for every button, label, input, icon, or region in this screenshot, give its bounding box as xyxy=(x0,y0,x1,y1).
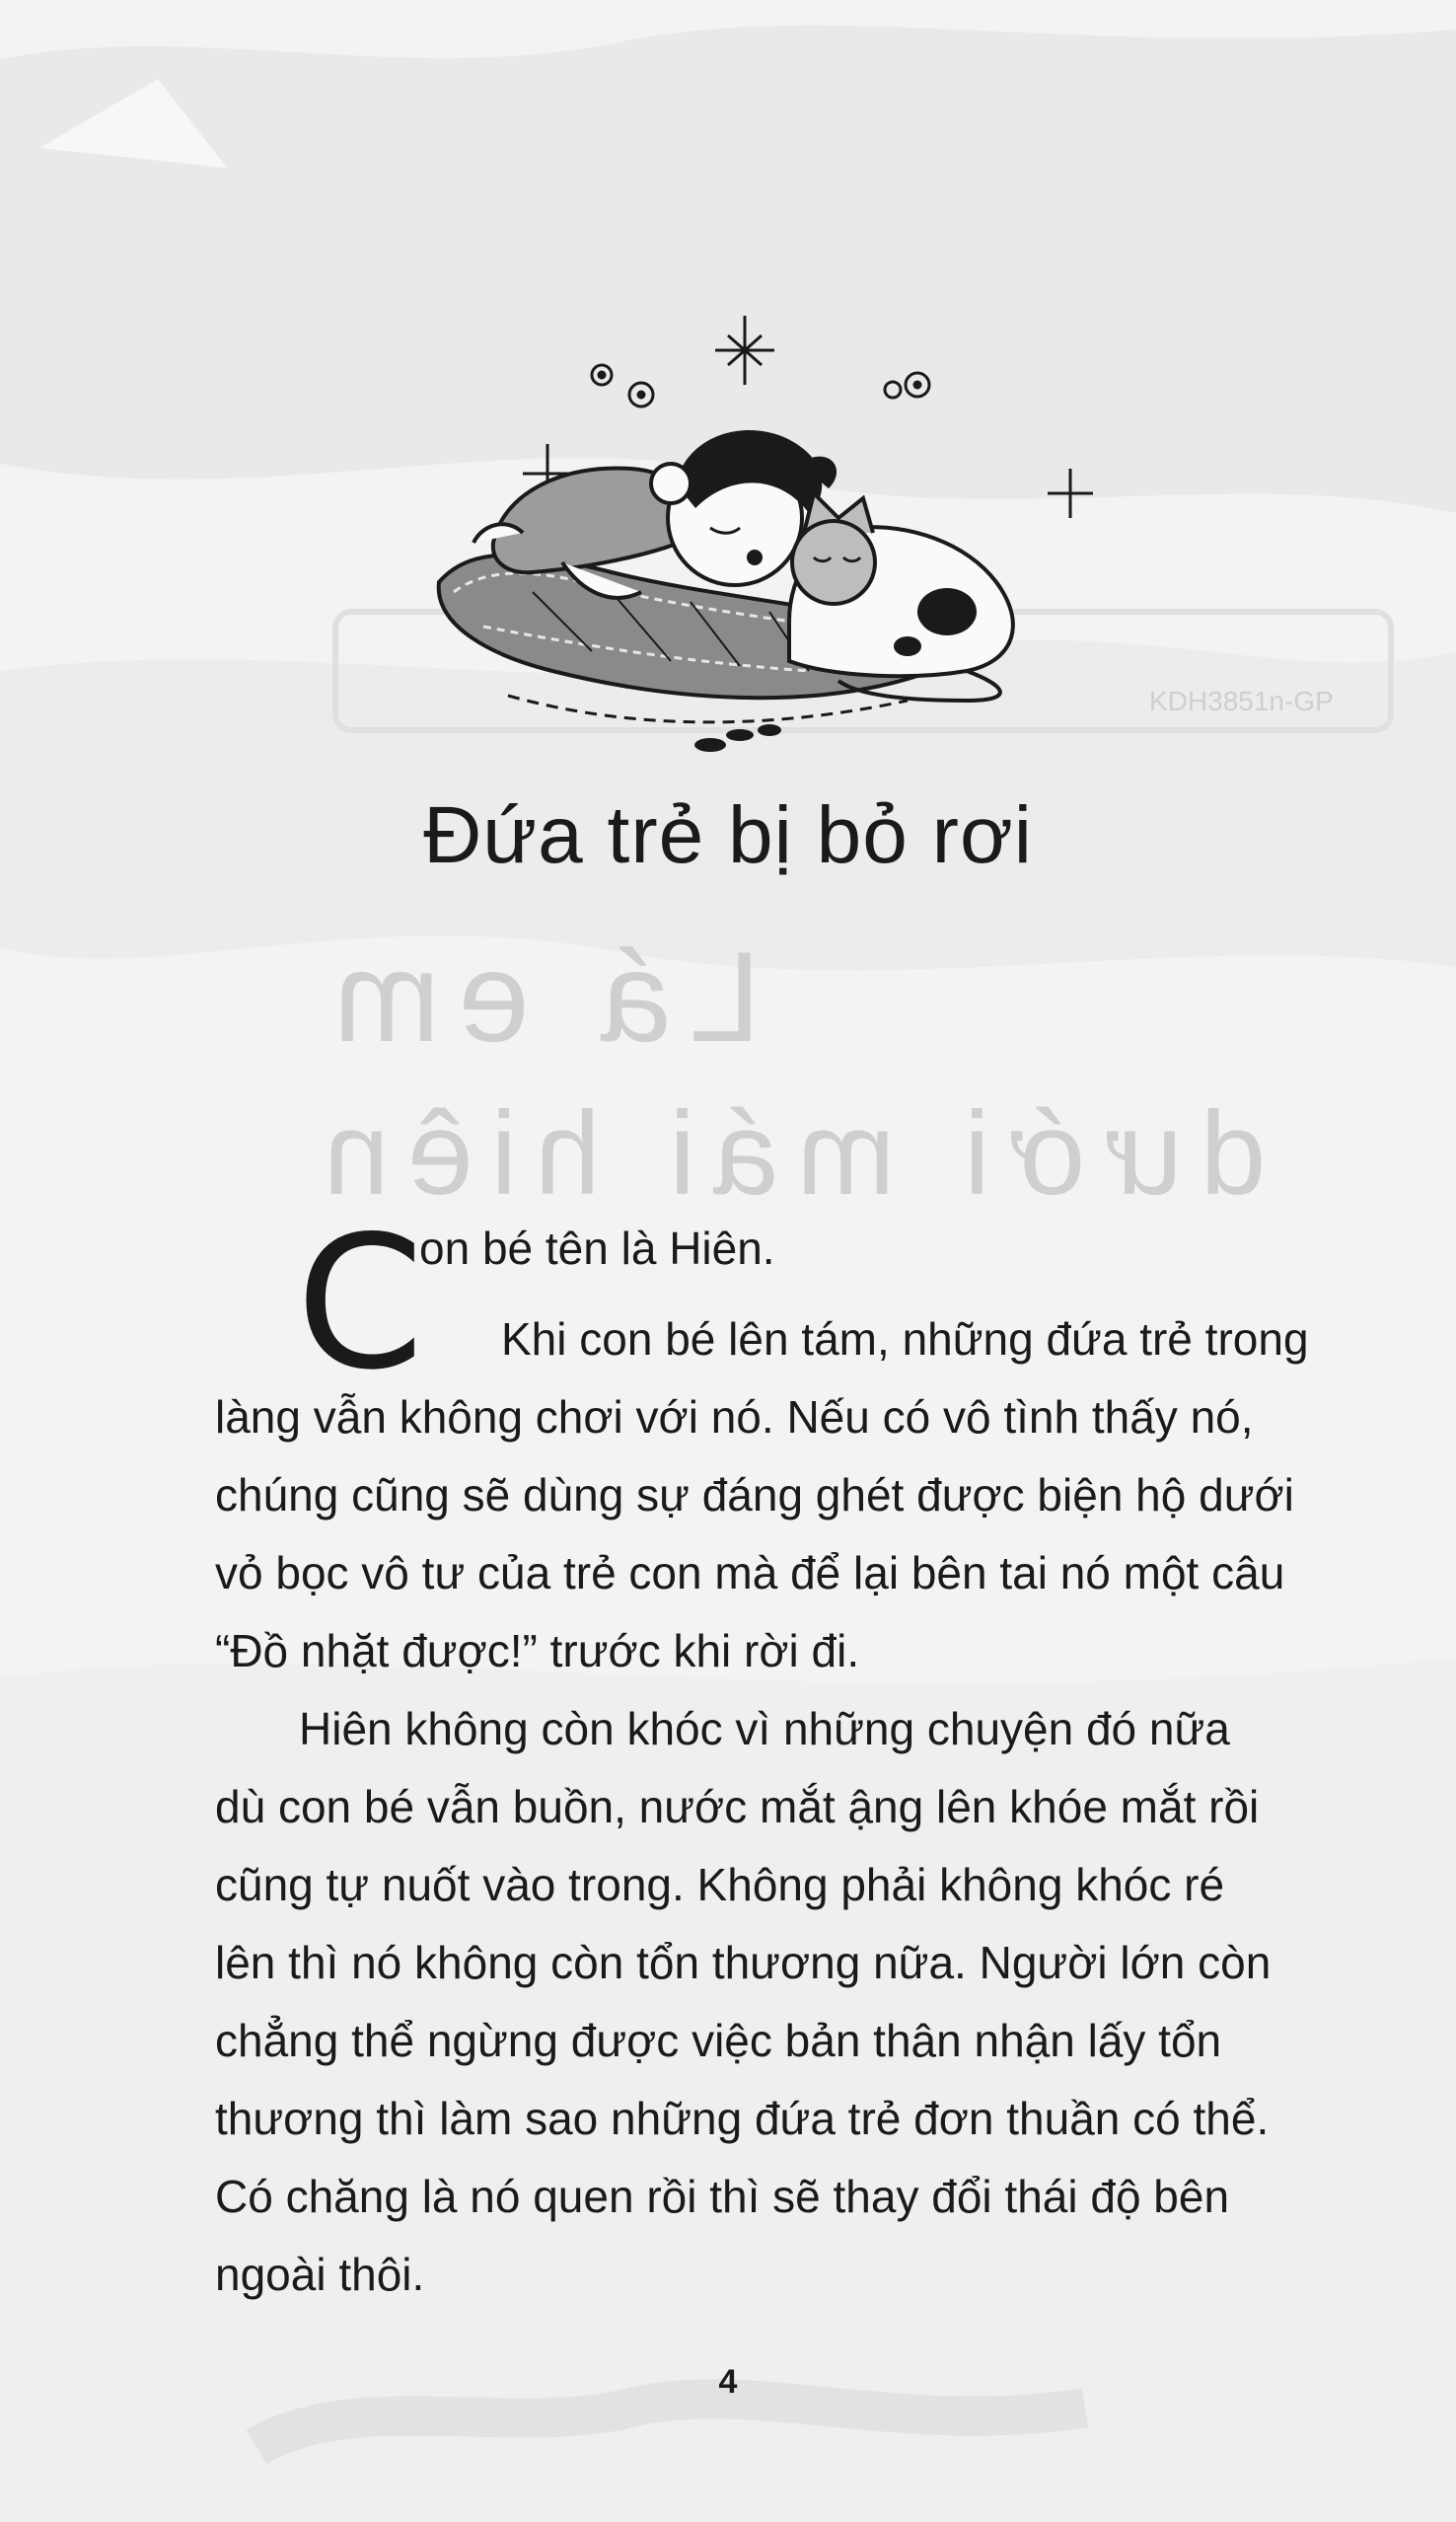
paragraph-line: Hiên không còn khóc vì những chuyện đó nữa xyxy=(299,1703,1230,1754)
drop-cap: C xyxy=(296,1196,424,1410)
bleed-through-text: Lá em xyxy=(316,925,762,1069)
paragraph-line: chẳng thể ngừng được việc bản thân nhận lấy tổn xyxy=(215,2015,1222,2066)
sleeping-child-with-cat-illustration xyxy=(414,296,1223,760)
chapter-title: Đứa trẻ bị bỏ rơi xyxy=(423,790,1033,880)
paragraph-line: cũng tự nuốt vào trong. Không phải không khóc ré xyxy=(215,1859,1225,1910)
paragraph-line: làng vẫn không chơi với nó. Nếu có vô tình thấy nó, xyxy=(215,1391,1254,1443)
paragraph-line: dù con bé vẫn buồn, nước mắt ậng lên khóe mắt rồi xyxy=(215,1781,1260,1832)
paragraph-line: ngoài thôi. xyxy=(215,2249,425,2300)
sleeping-child xyxy=(473,430,837,598)
paragraph-line: vỏ bọc vô tư của trẻ con mà để lại bên tai nó một câu xyxy=(215,1547,1285,1598)
paragraph-line: chúng cũng sẽ dùng sự đáng ghét được biện hộ dưới xyxy=(215,1469,1294,1521)
bleed-through-stamp: KDH3851n-GP xyxy=(1149,686,1334,716)
paragraph-line: Khi con bé lên tám, những đứa trẻ trong xyxy=(501,1313,1309,1365)
first-line: on bé tên là Hiên. xyxy=(419,1223,775,1274)
paragraph-line: thương thì làm sao những đứa trẻ đơn thuần có thể. xyxy=(215,2093,1270,2144)
paragraph-line: Có chăng là nó quen rồi thì sẽ thay đổi thái độ bên xyxy=(215,2171,1230,2222)
page-number: 4 xyxy=(718,2363,738,2401)
body-text xyxy=(215,1300,1389,2314)
bleed-through-text: dưới mái hiên xyxy=(306,1087,1267,1220)
cat xyxy=(789,493,1013,701)
paragraph-line: lên thì nó không còn tổn thương nữa. Người lớn còn xyxy=(215,1937,1272,1988)
paragraph-line: “Đồ nhặt được!” trước khi rời đi. xyxy=(215,1625,860,1676)
